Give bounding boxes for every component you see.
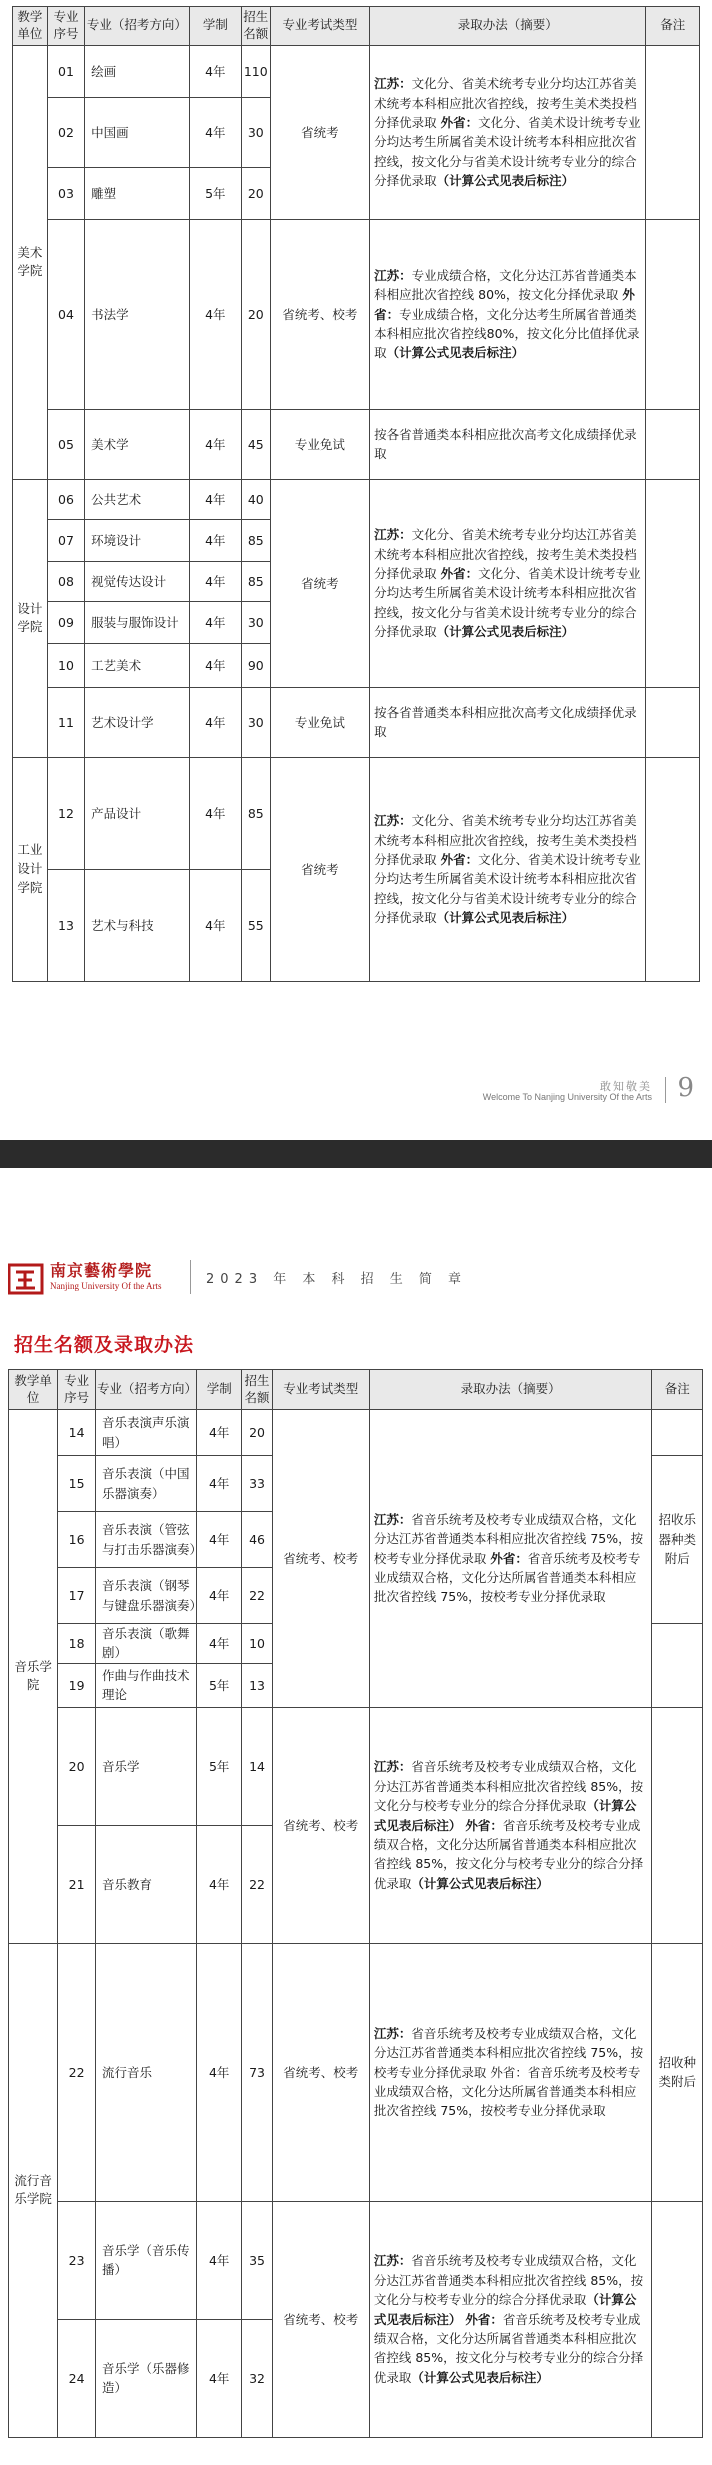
label-other-provinces: 外省： bbox=[490, 2064, 528, 2080]
exam-type-cell: 专业免试 bbox=[270, 687, 370, 757]
seq-cell: 19 bbox=[58, 1663, 96, 1707]
admission-table-p2 bbox=[8, 1369, 703, 2438]
seq-cell: 11 bbox=[47, 687, 84, 757]
years-cell: 5年 bbox=[189, 167, 241, 219]
exam-type-cell: 省统考、校考 bbox=[272, 1707, 369, 1943]
footer-divider bbox=[665, 1077, 666, 1103]
formula-note: （计算公式见表后标注） bbox=[411, 2369, 549, 2385]
exam-type-cell: 专业免试 bbox=[270, 409, 370, 479]
header-method: 录取办法（摘要） bbox=[369, 1370, 652, 1410]
major-cell: 艺术与科技 bbox=[85, 869, 190, 981]
table-row bbox=[13, 409, 700, 479]
major-cell: 绘画 bbox=[85, 45, 190, 97]
method-text: 文化分、省美术统考专业分均达江苏省美术统考本科相应批次省控线，按考生美术类投档分择优录取 bbox=[374, 76, 637, 130]
quota-cell: 14 bbox=[242, 1707, 272, 1825]
remark-cell bbox=[652, 1410, 703, 1456]
method-cell: 按各省普通类本科相应批次高考文化成绩择优录取 bbox=[370, 409, 646, 479]
table-row bbox=[13, 479, 700, 519]
footer-welcome: Welcome To Nanjing University Of the Arts bbox=[482, 1092, 652, 1102]
header-years: 学制 bbox=[189, 7, 241, 46]
years-cell: 4年 bbox=[189, 687, 241, 757]
method-cell bbox=[369, 1410, 652, 1708]
seq-cell: 06 bbox=[47, 479, 84, 519]
method-text: 文化分、省美术设计统考专业分均达考生所属省美术设计统考本科相应批次省控线，按文化分与省美术设计统考专业分的综合分择优录取 bbox=[374, 114, 641, 188]
years-cell: 4年 bbox=[196, 2201, 241, 2319]
quota-cell: 45 bbox=[241, 409, 270, 479]
major-cell: 书法学 bbox=[85, 219, 190, 409]
label-jiangsu: 江苏： bbox=[374, 527, 412, 543]
header-quota: 招生名额 bbox=[242, 1370, 272, 1410]
header-exam-type: 专业考试类型 bbox=[272, 1370, 369, 1410]
major-cell: 中国画 bbox=[85, 97, 190, 167]
table-row bbox=[9, 1943, 703, 2201]
exam-type-cell: 省统考、校考 bbox=[270, 219, 370, 409]
remark-cell bbox=[646, 687, 700, 757]
years-cell: 4年 bbox=[189, 561, 241, 601]
quota-cell: 73 bbox=[242, 1943, 272, 2201]
method-cell bbox=[369, 2201, 652, 2437]
unit-music: 音乐学院 bbox=[9, 1410, 58, 1944]
header-quota: 招生名额 bbox=[241, 7, 270, 46]
quota-cell: 10 bbox=[242, 1624, 272, 1664]
years-cell: 5年 bbox=[196, 1663, 241, 1707]
formula-note: （计算公式见表后标注） bbox=[436, 910, 575, 925]
quota-cell: 35 bbox=[242, 2201, 272, 2319]
major-cell: 工艺美术 bbox=[85, 643, 190, 687]
remark-cell bbox=[646, 757, 700, 981]
seq-cell: 15 bbox=[58, 1456, 96, 1512]
years-cell: 4年 bbox=[196, 1825, 241, 1943]
exam-type-cell: 省统考、校考 bbox=[272, 1410, 369, 1708]
method-cell bbox=[370, 45, 646, 219]
major-cell: 音乐学（音乐传播） bbox=[96, 2201, 197, 2319]
quota-cell: 20 bbox=[241, 219, 270, 409]
major-cell: 产品设计 bbox=[85, 757, 190, 869]
method-cell bbox=[369, 1943, 652, 2201]
quota-cell: 32 bbox=[242, 2319, 272, 2437]
method-text: 文化分、省美术统考专业分均达江苏省美术统考本科相应批次省控线，按考生美术类投档分择优录取 bbox=[374, 813, 637, 867]
label-jiangsu: 江苏： bbox=[373, 2253, 412, 2269]
method-text: 文化分、省美术统考专业分均达江苏省美术统考本科相应批次省控线，按考生美术类投档分择优录取 bbox=[374, 527, 637, 581]
seq-cell: 12 bbox=[47, 757, 84, 869]
years-cell: 4年 bbox=[189, 869, 241, 981]
years-cell: 4年 bbox=[196, 1624, 241, 1664]
header-unit: 教学单位 bbox=[9, 1370, 58, 1410]
years-cell: 4年 bbox=[189, 97, 241, 167]
method-text: 省音乐统考及校考专业成绩双合格，文化分达江苏省普通类本科相应批次省控线 85%，按文化分与校考专业分的综合分择优录取 bbox=[373, 1759, 644, 1814]
seq-cell: 10 bbox=[47, 643, 84, 687]
quota-cell: 33 bbox=[242, 1456, 272, 1512]
quota-cell: 110 bbox=[241, 45, 270, 97]
seq-cell: 20 bbox=[58, 1707, 96, 1825]
label-other-provinces: 外省： bbox=[374, 287, 635, 322]
label-jiangsu: 江苏： bbox=[373, 2025, 412, 2041]
table-row bbox=[9, 1410, 703, 1456]
quota-cell: 85 bbox=[241, 561, 270, 601]
remark-cell bbox=[646, 219, 700, 409]
remark-cell bbox=[652, 2201, 703, 2437]
label-other-provinces: 外省： bbox=[440, 565, 479, 581]
years-cell: 4年 bbox=[189, 409, 241, 479]
quota-cell: 13 bbox=[242, 1663, 272, 1707]
method-cell bbox=[370, 219, 646, 409]
table-row bbox=[13, 45, 700, 97]
label-jiangsu: 江苏： bbox=[374, 813, 412, 829]
exam-type-cell: 省统考 bbox=[270, 479, 370, 687]
quota-cell: 90 bbox=[241, 643, 270, 687]
table-row bbox=[13, 687, 700, 757]
method-text: 省音乐统考及校考专业成绩双合格，文化分达江苏省普通类本科相应批次省控线 75%，按校考专业分择优录取 bbox=[373, 1511, 644, 1566]
method-text: 省音乐统考及校考专业成绩双合格，文化分达所属省普通类本科相应批次省控线 75%，按校考专业分择优录取 bbox=[373, 2064, 641, 2119]
table-header-row bbox=[9, 1370, 703, 1410]
label-other-provinces: 外省： bbox=[490, 1550, 528, 1566]
header-remark: 备注 bbox=[652, 1370, 703, 1410]
years-cell: 4年 bbox=[189, 643, 241, 687]
exam-type-cell: 省统考 bbox=[270, 757, 370, 981]
label-other-provinces: 外省： bbox=[465, 1817, 503, 1833]
label-jiangsu: 江苏： bbox=[373, 1511, 412, 1527]
major-cell: 作曲与作曲技术理论 bbox=[96, 1663, 197, 1707]
major-cell: 音乐表演（中国乐器演奏） bbox=[96, 1456, 197, 1512]
seq-cell: 03 bbox=[47, 167, 84, 219]
major-cell: 公共艺术 bbox=[85, 479, 190, 519]
years-cell: 4年 bbox=[196, 1512, 241, 1568]
remark-cell bbox=[646, 479, 700, 687]
major-cell: 环境设计 bbox=[85, 519, 190, 561]
label-other-provinces: 外省： bbox=[440, 114, 479, 130]
seq-cell: 22 bbox=[58, 1943, 96, 2201]
quota-cell: 30 bbox=[241, 687, 270, 757]
header-major: 专业（招考方向） bbox=[85, 7, 190, 46]
seq-cell: 17 bbox=[58, 1568, 96, 1624]
years-cell: 4年 bbox=[196, 1568, 241, 1624]
exam-type-cell: 省统考 bbox=[270, 45, 370, 219]
exam-type-cell: 省统考、校考 bbox=[272, 1943, 369, 2201]
years-cell: 4年 bbox=[196, 1456, 241, 1512]
seq-cell: 16 bbox=[58, 1512, 96, 1568]
method-cell bbox=[369, 1707, 652, 1943]
seq-cell: 05 bbox=[47, 409, 84, 479]
seq-cell: 01 bbox=[47, 45, 84, 97]
years-cell: 4年 bbox=[189, 219, 241, 409]
section-title: 招生名额及录取办法 bbox=[14, 1334, 195, 1356]
exam-type-cell: 省统考、校考 bbox=[272, 2201, 369, 2437]
years-cell: 4年 bbox=[189, 45, 241, 97]
major-cell: 视觉传达设计 bbox=[85, 561, 190, 601]
seq-cell: 24 bbox=[58, 2319, 96, 2437]
quota-cell: 30 bbox=[241, 601, 270, 643]
formula-note: （计算公式见表后标注） bbox=[373, 2292, 637, 2327]
major-cell: 艺术设计学 bbox=[85, 687, 190, 757]
table-row bbox=[13, 219, 700, 409]
method-text: 专业成绩合格，文化分达江苏省普通类本科相应批次省控线 80%，按文化分择优录取 bbox=[374, 267, 637, 303]
quota-cell: 22 bbox=[242, 1568, 272, 1624]
label-other-provinces: 外省： bbox=[465, 2311, 503, 2327]
quota-cell: 85 bbox=[241, 757, 270, 869]
page-9 bbox=[0, 0, 712, 1140]
seq-cell: 04 bbox=[47, 219, 84, 409]
quota-cell: 85 bbox=[241, 519, 270, 561]
years-cell: 4年 bbox=[189, 601, 241, 643]
method-text: 文化分、省美术设计统考专业分均达考生所属省美术设计统考本科相应批次省控线，按文化分与省美术设计统考专业分的综合分择优录取 bbox=[374, 565, 641, 639]
years-cell: 4年 bbox=[196, 1943, 241, 2201]
unit-design: 设计学院 bbox=[13, 479, 48, 757]
major-cell: 音乐表演声乐演唱） bbox=[96, 1410, 197, 1456]
quota-cell: 22 bbox=[242, 1825, 272, 1943]
formula-note: （计算公式见表后标注） bbox=[411, 1875, 549, 1891]
method-text: 省音乐统考及校考专业成绩双合格，文化分达所属省普通类本科相应批次省控线 85%，按文化分与校考专业分的综合分择优录取 bbox=[373, 1817, 644, 1891]
seq-cell: 07 bbox=[47, 519, 84, 561]
header-unit: 教学单位 bbox=[13, 7, 48, 46]
method-text: 省音乐统考及校考专业成绩双合格，文化分达所属省普通类本科相应批次省控线 75%，按校考专业分择优录取 bbox=[373, 1550, 641, 1605]
major-cell: 音乐学 bbox=[96, 1707, 197, 1825]
seq-cell: 08 bbox=[47, 561, 84, 601]
method-cell bbox=[370, 479, 646, 687]
table-row bbox=[9, 2201, 703, 2319]
seq-cell: 18 bbox=[58, 1624, 96, 1664]
remark-cell bbox=[652, 1707, 703, 1943]
formula-note: （计算公式见表后标注） bbox=[373, 1798, 637, 1833]
seq-cell: 23 bbox=[58, 2201, 96, 2319]
method-cell bbox=[370, 757, 646, 981]
major-cell: 流行音乐 bbox=[96, 1943, 197, 2201]
header-seq: 专业序号 bbox=[47, 7, 84, 46]
header-divider bbox=[190, 1260, 191, 1294]
remark-cell bbox=[652, 1624, 703, 1708]
document-title: 2023 年 本 科 招 生 简 章 bbox=[206, 1272, 468, 1287]
footer-motto: 敢知敬美 bbox=[600, 1080, 652, 1093]
table-row bbox=[13, 757, 700, 869]
method-text: 专业成绩合格，文化分达考生所属省普通类本科相应批次省控线80%，按文化分比值择优录取 bbox=[374, 306, 640, 361]
seq-cell: 14 bbox=[58, 1410, 96, 1456]
label-jiangsu: 江苏： bbox=[373, 1759, 412, 1775]
major-cell: 音乐表演（钢琴与键盘乐器演奏） bbox=[96, 1568, 197, 1624]
quota-cell: 20 bbox=[242, 1410, 272, 1456]
major-cell: 雕塑 bbox=[85, 167, 190, 219]
table-header-row bbox=[13, 7, 700, 46]
seq-cell: 02 bbox=[47, 97, 84, 167]
method-cell: 按各省普通类本科相应批次高考文化成绩择优录取 bbox=[370, 687, 646, 757]
page-number: 9 bbox=[677, 1073, 694, 1103]
table-row bbox=[9, 1707, 703, 1825]
seq-cell: 21 bbox=[58, 1825, 96, 1943]
university-name-cn: 南京藝術學院 bbox=[50, 1261, 153, 1280]
unit-fine-arts: 美术学院 bbox=[13, 45, 48, 479]
label-jiangsu: 江苏： bbox=[374, 76, 412, 92]
remark-cell: 招收乐器种类附后 bbox=[652, 1456, 703, 1624]
quota-cell: 20 bbox=[241, 167, 270, 219]
header-exam-type: 专业考试类型 bbox=[270, 7, 370, 46]
label-jiangsu: 江苏： bbox=[374, 267, 412, 283]
header-remark: 备注 bbox=[646, 7, 700, 46]
university-logo-icon bbox=[8, 1262, 44, 1296]
major-cell: 音乐学（乐器修造） bbox=[96, 2319, 197, 2437]
unit-industrial-design: 工业设计学院 bbox=[13, 757, 48, 981]
formula-note: （计算公式见表后标注） bbox=[436, 173, 575, 188]
years-cell: 4年 bbox=[189, 757, 241, 869]
major-cell: 美术学 bbox=[85, 409, 190, 479]
method-text: 省音乐统考及校考专业成绩双合格，文化分达所属省普通类本科相应批次省控线 85%，按文化分与校考专业分的综合分择优录取 bbox=[373, 2311, 644, 2385]
major-cell: 音乐表演（歌舞剧） bbox=[96, 1624, 197, 1664]
quota-cell: 46 bbox=[242, 1512, 272, 1568]
admission-table-p1 bbox=[12, 6, 700, 982]
years-cell: 5年 bbox=[196, 1707, 241, 1825]
quota-cell: 40 bbox=[241, 479, 270, 519]
quota-cell: 30 bbox=[241, 97, 270, 167]
years-cell: 4年 bbox=[196, 2319, 241, 2437]
remark-cell bbox=[646, 45, 700, 219]
seq-cell: 09 bbox=[47, 601, 84, 643]
years-cell: 4年 bbox=[189, 519, 241, 561]
header-method: 录取办法（摘要） bbox=[370, 7, 646, 46]
remark-cell: 招收种类附后 bbox=[652, 1943, 703, 2201]
method-text: 省音乐统考及校考专业成绩双合格，文化分达江苏省普通类本科相应批次省控线 75%，按校考专业分择优录取 bbox=[373, 2025, 644, 2080]
major-cell: 音乐表演（管弦与打击乐器演奏） bbox=[96, 1512, 197, 1568]
major-cell: 音乐教育 bbox=[96, 1825, 197, 1943]
page-gap bbox=[0, 1140, 712, 1168]
quota-cell: 55 bbox=[241, 869, 270, 981]
formula-note: （计算公式见表后标注） bbox=[386, 345, 525, 361]
method-text: 省音乐统考及校考专业成绩双合格，文化分达江苏省普通类本科相应批次省控线 85%，按文化分与校考专业分的综合分择优录取 bbox=[373, 2253, 644, 2308]
seq-cell: 13 bbox=[47, 869, 84, 981]
label-other-provinces: 外省： bbox=[440, 851, 479, 867]
header-seq: 专业序号 bbox=[58, 1370, 96, 1410]
method-text: 文化分、省美术设计统考专业分均达考生所属省美术设计统考本科相应批次省控线，按文化分与省美术设计统考专业分的综合分择优录取 bbox=[374, 851, 641, 925]
remark-cell bbox=[646, 409, 700, 479]
years-cell: 4年 bbox=[189, 479, 241, 519]
university-name-en: Nanjing University Of the Arts bbox=[50, 1281, 162, 1291]
years-cell: 4年 bbox=[196, 1410, 241, 1456]
header-years: 学制 bbox=[196, 1370, 241, 1410]
formula-note: （计算公式见表后标注） bbox=[436, 624, 575, 639]
unit-pop-music: 流行音乐学院 bbox=[9, 1943, 58, 2437]
header-major: 专业（招考方向） bbox=[96, 1370, 197, 1410]
major-cell: 服装与服饰设计 bbox=[85, 601, 190, 643]
